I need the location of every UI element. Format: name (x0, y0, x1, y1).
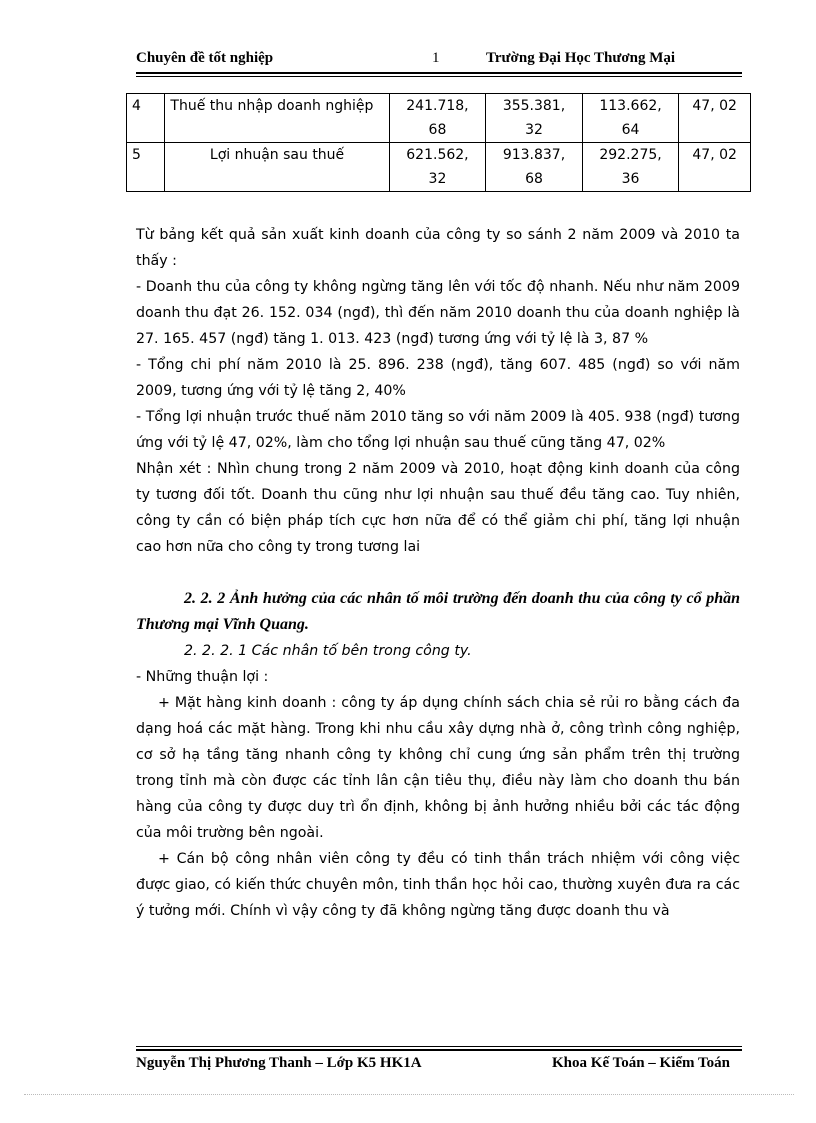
value-line: 68 (525, 171, 543, 187)
footer-department: Khoa Kế Toán – Kiểm Toán (552, 1055, 730, 1071)
value-line: 913.837, (502, 147, 566, 163)
header-page-number: 1 (432, 50, 440, 66)
header-thesis-title: Chuyên đề tốt nghiệp (136, 50, 274, 66)
value-percent: 47, 02 (679, 143, 751, 192)
value-line: 113.662, (599, 98, 662, 114)
value-difference (582, 143, 679, 192)
paragraph-remarks: Nhận xét : Nhìn chung trong 2 năm 2009 và 2010, hoạt động kinh doanh của công ty tương đối tốt. Doanh thu cũng như lợi nhuận sau thuế đều tăng cao. Tuy nhiên, công ty cần có biện pháp tích cực hơn nữa để có thể giảm chi phí, tăng lợi nhuận cao hơn nữa cho công ty trong tương lai (136, 461, 740, 555)
paragraph-costs: - Tổng chi phí năm 2010 là 25. 896. 238 (ngđ), tăng 607. 485 (ngđ) so với năm 2009, tương ứng với tỷ lệ tăng 2, 40% (136, 357, 740, 399)
header-rule-thick (136, 72, 742, 74)
document-body (136, 222, 740, 924)
value-difference (582, 94, 679, 143)
value-line: 36 (621, 171, 640, 187)
table-row (127, 94, 751, 143)
value-line: 64 (621, 122, 640, 138)
value-2010 (486, 143, 583, 192)
paragraph-staff: + Cán bộ công nhân viên công ty đều có tinh thần trách nhiệm với công việc được giao, có kiến thức chuyên môn, tinh thần học hỏi cao, thường xuyên đưa ra các ý tưởng mới. Chính vì vậy công ty đã không ngừng tăng được doanh thu và (136, 851, 740, 919)
row-label: Lợi nhuận sau thuế (165, 143, 389, 192)
value-percent: 47, 02 (679, 94, 751, 143)
value-line: 68 (428, 122, 447, 138)
business-results-table (126, 93, 751, 192)
page-bottom-dotted-line (24, 1094, 794, 1095)
row-label: Thuế thu nhập doanh nghiệp (165, 94, 389, 143)
value-2010 (486, 94, 583, 143)
paragraph-profit: - Tổng lợi nhuận trước thuế năm 2010 tăng so với năm 2009 là 405. 938 (ngđ) tương ứng với tỷ lệ 47, 02%, làm cho tổng lợi nhuận sau thuế cũng tăng 47, 02% (136, 409, 740, 451)
value-2009 (389, 94, 486, 143)
footer-rule-thin (136, 1046, 742, 1047)
value-line: 32 (428, 171, 447, 187)
row-number: 5 (127, 143, 165, 192)
value-line: 32 (525, 122, 543, 138)
paragraph-advantages: - Những thuận lợi : (136, 669, 269, 685)
subsection-heading: 2. 2. 2. 1 Các nhân tố bên trong công ty. (184, 643, 472, 659)
footer-rule-thick (136, 1049, 742, 1051)
value-line: 292.275, (599, 147, 662, 163)
row-number: 4 (127, 94, 165, 143)
spacer (136, 560, 740, 586)
section-heading: 2. 2. 2 Ảnh hưởng của các nhân tố môi trường đến doanh thu của công ty cổ phần Thương mại Vĩnh Quang. (136, 590, 740, 633)
table-row (127, 143, 751, 192)
paragraph-intro: Từ bảng kết quả sản xuất kinh doanh của công ty so sánh 2 năm 2009 và 2010 ta thấy : (136, 227, 740, 269)
value-line: 241.718, (406, 98, 469, 114)
value-2009 (389, 143, 486, 192)
header-university: Trường Đại Học Thương Mại (486, 50, 676, 66)
value-line: 355.381, (502, 98, 566, 114)
paragraph-revenue: - Doanh thu của công ty không ngừng tăng lên với tốc độ nhanh. Nếu như năm 2009 doanh thu đạt 26. 152. 034 (ngđ), thì đến năm 2010 doanh thu của doanh nghiệp là 27. 165. 457 (ngđ) tăng 1. 013. 423 (ngđ) tương ứng với tỷ lệ là 3, 87 % (136, 279, 740, 347)
header-rule-thin (136, 76, 742, 77)
page-footer (136, 1055, 740, 1079)
paragraph-products: + Mặt hàng kinh doanh : công ty áp dụng chính sách chia sẻ rủi ro bằng cách đa dạng hoá các mặt hàng. Trong khi nhu cầu xây dựng nhà ở, công trình công nghiệp, cơ sở hạ tầng tăng nhanh công ty không chỉ cung ứng sản phẩm trên thị trường trong tỉnh mà còn được các tỉnh lân cận tiêu thụ, điều này làm cho doanh thu bán hàng của công ty được duy trì ổn định, không bị ảnh hưởng nhiều bởi các tác động của môi trường bên ngoài. (136, 695, 740, 841)
value-line: 621.562, (406, 147, 469, 163)
footer-author: Nguyễn Thị Phương Thanh – Lớp K5 HK1A (136, 1055, 422, 1071)
